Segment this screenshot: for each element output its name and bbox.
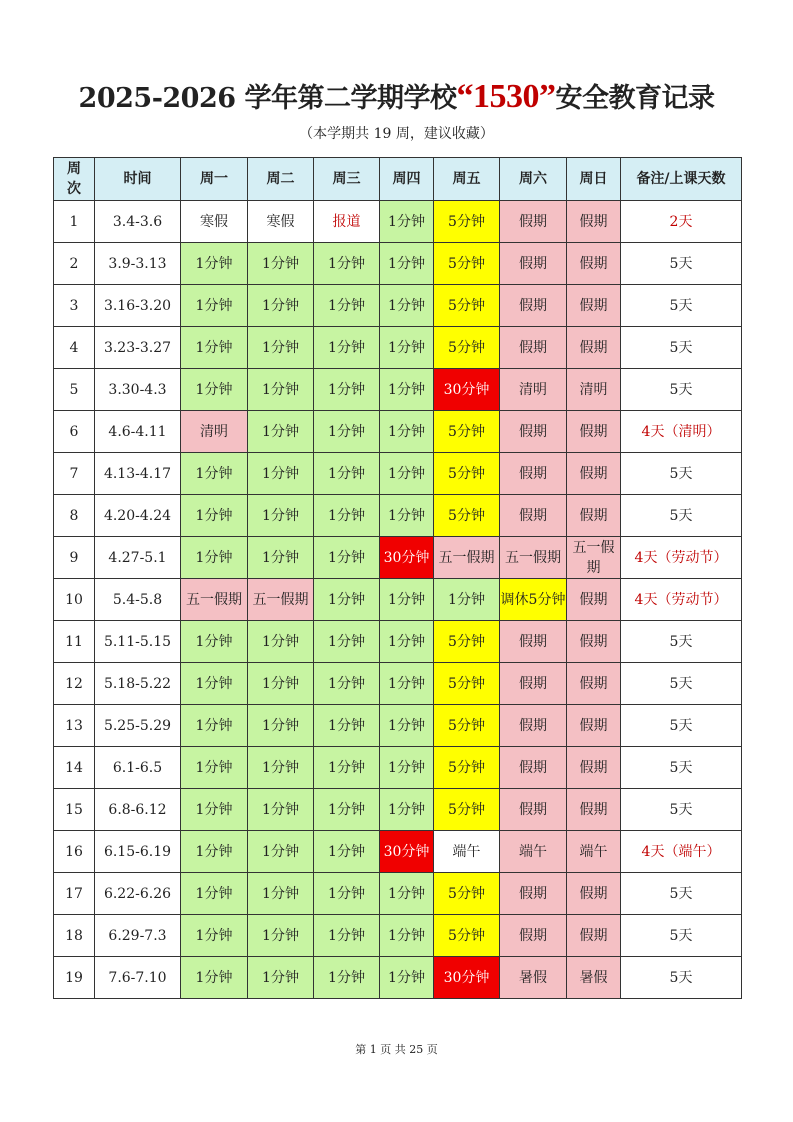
table-row [54, 579, 742, 621]
note-cell: 5天 [621, 453, 742, 495]
note-cell: 4天（端午） [621, 831, 742, 873]
day-cell-fri: 5分钟 [434, 243, 500, 285]
day-cell-wed: 1分钟 [314, 957, 380, 999]
date-range-cell: 5.11-5.15 [95, 621, 181, 663]
day-cell-mon: 1分钟 [181, 915, 248, 957]
day-cell-tue: 1分钟 [248, 663, 314, 705]
week-number-cell: 5 [54, 369, 95, 411]
note-cell: 5天 [621, 705, 742, 747]
day-cell-wed: 1分钟 [314, 873, 380, 915]
day-cell-tue: 1分钟 [248, 705, 314, 747]
page-title [0, 74, 793, 122]
day-cell-fri: 5分钟 [434, 285, 500, 327]
header-date: 时间 [95, 158, 181, 201]
header-mon: 周一 [181, 158, 248, 201]
day-cell-mon: 1分钟 [181, 453, 248, 495]
note-cell: 5天 [621, 873, 742, 915]
note-cell: 4天（清明） [621, 411, 742, 453]
day-cell-sat: 假期 [500, 789, 567, 831]
day-cell-sat: 调休5分钟 [500, 579, 567, 621]
day-cell-thu: 1分钟 [380, 957, 434, 999]
day-cell-thu: 1分钟 [380, 243, 434, 285]
day-cell-thu: 1分钟 [380, 369, 434, 411]
day-cell-mon: 1分钟 [181, 285, 248, 327]
date-range-cell: 4.20-4.24 [95, 495, 181, 537]
day-cell-thu: 1分钟 [380, 495, 434, 537]
table-row [54, 285, 742, 327]
table-row [54, 201, 742, 243]
week-number-cell: 4 [54, 327, 95, 369]
week-number-cell: 3 [54, 285, 95, 327]
header-fri: 周五 [434, 158, 500, 201]
day-cell-mon: 五一假期 [181, 579, 248, 621]
day-cell-sun: 假期 [567, 243, 621, 285]
day-cell-thu: 1分钟 [380, 621, 434, 663]
day-cell-sun: 清明 [567, 369, 621, 411]
day-cell-thu: 30分钟 [380, 831, 434, 873]
day-cell-fri: 1分钟 [434, 579, 500, 621]
table-row [54, 915, 742, 957]
day-cell-thu: 1分钟 [380, 747, 434, 789]
day-cell-wed: 1分钟 [314, 453, 380, 495]
table-row [54, 537, 742, 579]
day-cell-tue: 1分钟 [248, 411, 314, 453]
day-cell-sun: 假期 [567, 411, 621, 453]
note-cell: 5天 [621, 789, 742, 831]
day-cell-fri: 五一假期 [434, 537, 500, 579]
day-cell-tue: 1分钟 [248, 453, 314, 495]
note-cell: 5天 [621, 621, 742, 663]
day-cell-wed: 1分钟 [314, 369, 380, 411]
date-range-cell: 6.8-6.12 [95, 789, 181, 831]
day-cell-mon: 清明 [181, 411, 248, 453]
day-cell-fri: 5分钟 [434, 747, 500, 789]
day-cell-sun: 假期 [567, 705, 621, 747]
day-cell-fri: 5分钟 [434, 621, 500, 663]
day-cell-tue: 1分钟 [248, 957, 314, 999]
day-cell-thu: 1分钟 [380, 915, 434, 957]
table-row [54, 705, 742, 747]
table-row [54, 411, 742, 453]
header-tue: 周二 [248, 158, 314, 201]
title-prefix: 2025-2026 学年第二学期学校 [78, 83, 457, 114]
day-cell-thu: 1分钟 [380, 579, 434, 621]
week-number-cell: 9 [54, 537, 95, 579]
day-cell-tue: 1分钟 [248, 747, 314, 789]
day-cell-wed: 1分钟 [314, 495, 380, 537]
day-cell-sat: 假期 [500, 873, 567, 915]
day-cell-sun: 假期 [567, 495, 621, 537]
day-cell-wed: 1分钟 [314, 621, 380, 663]
day-cell-sun: 假期 [567, 201, 621, 243]
date-range-cell: 4.27-5.1 [95, 537, 181, 579]
day-cell-fri: 5分钟 [434, 915, 500, 957]
week-number-cell: 12 [54, 663, 95, 705]
date-range-cell: 3.4-3.6 [95, 201, 181, 243]
date-range-cell: 3.30-4.3 [95, 369, 181, 411]
day-cell-sat: 假期 [500, 747, 567, 789]
table-row [54, 453, 742, 495]
title-suffix: 安全教育记录 [555, 83, 715, 114]
day-cell-wed: 1分钟 [314, 537, 380, 579]
table-row [54, 663, 742, 705]
date-range-cell: 6.29-7.3 [95, 915, 181, 957]
day-cell-thu: 1分钟 [380, 411, 434, 453]
day-cell-tue: 1分钟 [248, 537, 314, 579]
day-cell-mon: 1分钟 [181, 621, 248, 663]
header-wed: 周三 [314, 158, 380, 201]
table-row [54, 747, 742, 789]
day-cell-tue: 1分钟 [248, 369, 314, 411]
date-range-cell: 6.15-6.19 [95, 831, 181, 873]
day-cell-sat: 假期 [500, 915, 567, 957]
date-range-cell: 4.6-4.11 [95, 411, 181, 453]
date-range-cell: 5.4-5.8 [95, 579, 181, 621]
day-cell-sun: 假期 [567, 789, 621, 831]
day-cell-sun: 假期 [567, 915, 621, 957]
day-cell-thu: 1分钟 [380, 453, 434, 495]
day-cell-mon: 1分钟 [181, 705, 248, 747]
day-cell-wed: 1分钟 [314, 705, 380, 747]
date-range-cell: 5.18-5.22 [95, 663, 181, 705]
week-number-cell: 14 [54, 747, 95, 789]
day-cell-thu: 1分钟 [380, 705, 434, 747]
week-number-cell: 7 [54, 453, 95, 495]
day-cell-tue: 1分钟 [248, 831, 314, 873]
note-cell: 5天 [621, 915, 742, 957]
day-cell-mon: 1分钟 [181, 537, 248, 579]
day-cell-thu: 30分钟 [380, 537, 434, 579]
day-cell-fri: 5分钟 [434, 663, 500, 705]
day-cell-mon: 1分钟 [181, 369, 248, 411]
week-number-cell: 8 [54, 495, 95, 537]
day-cell-sun: 假期 [567, 285, 621, 327]
note-cell: 5天 [621, 663, 742, 705]
day-cell-wed: 1分钟 [314, 285, 380, 327]
day-cell-fri: 5分钟 [434, 495, 500, 537]
day-cell-sat: 假期 [500, 705, 567, 747]
day-cell-tue: 1分钟 [248, 789, 314, 831]
week-number-cell: 15 [54, 789, 95, 831]
day-cell-mon: 1分钟 [181, 957, 248, 999]
day-cell-sat: 假期 [500, 453, 567, 495]
day-cell-sat: 端午 [500, 831, 567, 873]
table-row [54, 873, 742, 915]
day-cell-tue: 五一假期 [248, 579, 314, 621]
day-cell-sun: 假期 [567, 327, 621, 369]
day-cell-thu: 1分钟 [380, 873, 434, 915]
day-cell-thu: 1分钟 [380, 789, 434, 831]
page-footer: 第 1 页 共 25 页 [355, 1043, 438, 1056]
day-cell-mon: 1分钟 [181, 831, 248, 873]
day-cell-sat: 假期 [500, 243, 567, 285]
day-cell-mon: 1分钟 [181, 495, 248, 537]
note-cell: 5天 [621, 369, 742, 411]
day-cell-sun: 五一假期 [567, 537, 621, 579]
day-cell-mon: 1分钟 [181, 747, 248, 789]
day-cell-wed: 1分钟 [314, 747, 380, 789]
day-cell-sun: 端午 [567, 831, 621, 873]
day-cell-sat: 假期 [500, 663, 567, 705]
week-number-cell: 10 [54, 579, 95, 621]
day-cell-fri: 5分钟 [434, 705, 500, 747]
day-cell-wed: 1分钟 [314, 831, 380, 873]
day-cell-tue: 1分钟 [248, 327, 314, 369]
title-highlight: “1530” [456, 78, 556, 115]
day-cell-wed: 1分钟 [314, 327, 380, 369]
schedule-table [53, 157, 742, 999]
note-cell: 5天 [621, 747, 742, 789]
table-row [54, 243, 742, 285]
day-cell-tue: 1分钟 [248, 285, 314, 327]
day-cell-mon: 1分钟 [181, 243, 248, 285]
date-range-cell: 7.6-7.10 [95, 957, 181, 999]
week-number-cell: 11 [54, 621, 95, 663]
table-body [54, 201, 742, 999]
header-week: 周次 [54, 158, 95, 201]
note-cell: 5天 [621, 957, 742, 999]
day-cell-sat: 假期 [500, 621, 567, 663]
table-row [54, 495, 742, 537]
day-cell-tue: 1分钟 [248, 915, 314, 957]
table-row [54, 957, 742, 999]
day-cell-mon: 1分钟 [181, 663, 248, 705]
header-thu: 周四 [380, 158, 434, 201]
day-cell-tue: 1分钟 [248, 495, 314, 537]
day-cell-fri: 5分钟 [434, 873, 500, 915]
day-cell-mon: 1分钟 [181, 327, 248, 369]
note-cell: 5天 [621, 495, 742, 537]
day-cell-mon: 1分钟 [181, 789, 248, 831]
week-number-cell: 19 [54, 957, 95, 999]
day-cell-wed: 1分钟 [314, 789, 380, 831]
table-header-row [54, 158, 742, 201]
day-cell-fri: 5分钟 [434, 789, 500, 831]
week-number-cell: 18 [54, 915, 95, 957]
day-cell-sun: 暑假 [567, 957, 621, 999]
day-cell-fri: 端午 [434, 831, 500, 873]
table-row [54, 621, 742, 663]
day-cell-thu: 1分钟 [380, 663, 434, 705]
note-cell: 4天（劳动节） [621, 579, 742, 621]
day-cell-wed: 1分钟 [314, 243, 380, 285]
day-cell-mon: 1分钟 [181, 873, 248, 915]
day-cell-sat: 假期 [500, 411, 567, 453]
day-cell-fri: 5分钟 [434, 453, 500, 495]
table-row [54, 369, 742, 411]
day-cell-tue: 1分钟 [248, 243, 314, 285]
day-cell-wed: 报道 [314, 201, 380, 243]
day-cell-fri: 5分钟 [434, 411, 500, 453]
week-number-cell: 6 [54, 411, 95, 453]
week-number-cell: 13 [54, 705, 95, 747]
date-range-cell: 5.25-5.29 [95, 705, 181, 747]
date-range-cell: 3.9-3.13 [95, 243, 181, 285]
day-cell-thu: 1分钟 [380, 327, 434, 369]
day-cell-sat: 五一假期 [500, 537, 567, 579]
date-range-cell: 3.16-3.20 [95, 285, 181, 327]
note-cell: 2天 [621, 201, 742, 243]
day-cell-thu: 1分钟 [380, 285, 434, 327]
day-cell-wed: 1分钟 [314, 579, 380, 621]
day-cell-sun: 假期 [567, 453, 621, 495]
week-number-cell: 17 [54, 873, 95, 915]
header-sun: 周日 [567, 158, 621, 201]
day-cell-sun: 假期 [567, 579, 621, 621]
day-cell-sun: 假期 [567, 663, 621, 705]
note-cell: 5天 [621, 243, 742, 285]
table-row [54, 789, 742, 831]
day-cell-fri: 5分钟 [434, 201, 500, 243]
day-cell-wed: 1分钟 [314, 663, 380, 705]
date-range-cell: 6.1-6.5 [95, 747, 181, 789]
day-cell-mon: 寒假 [181, 201, 248, 243]
date-range-cell: 4.13-4.17 [95, 453, 181, 495]
week-number-cell: 2 [54, 243, 95, 285]
day-cell-sun: 假期 [567, 621, 621, 663]
day-cell-sun: 假期 [567, 747, 621, 789]
week-number-cell: 16 [54, 831, 95, 873]
day-cell-sat: 假期 [500, 327, 567, 369]
day-cell-tue: 1分钟 [248, 621, 314, 663]
page-subtitle: （本学期共 19 周，建议收藏） [299, 126, 494, 142]
table-row [54, 831, 742, 873]
date-range-cell: 3.23-3.27 [95, 327, 181, 369]
day-cell-sat: 暑假 [500, 957, 567, 999]
date-range-cell: 6.22-6.26 [95, 873, 181, 915]
day-cell-wed: 1分钟 [314, 411, 380, 453]
day-cell-tue: 1分钟 [248, 873, 314, 915]
day-cell-sat: 清明 [500, 369, 567, 411]
day-cell-fri: 5分钟 [434, 327, 500, 369]
day-cell-thu: 1分钟 [380, 201, 434, 243]
header-note: 备注/上课天数 [621, 158, 742, 201]
day-cell-sat: 假期 [500, 495, 567, 537]
week-number-cell: 1 [54, 201, 95, 243]
note-cell: 5天 [621, 327, 742, 369]
note-cell: 4天（劳动节） [621, 537, 742, 579]
day-cell-fri: 30分钟 [434, 957, 500, 999]
day-cell-sat: 假期 [500, 201, 567, 243]
table-row [54, 327, 742, 369]
day-cell-tue: 寒假 [248, 201, 314, 243]
day-cell-fri: 30分钟 [434, 369, 500, 411]
day-cell-sat: 假期 [500, 285, 567, 327]
day-cell-wed: 1分钟 [314, 915, 380, 957]
note-cell: 5天 [621, 285, 742, 327]
header-sat: 周六 [500, 158, 567, 201]
day-cell-sun: 假期 [567, 873, 621, 915]
